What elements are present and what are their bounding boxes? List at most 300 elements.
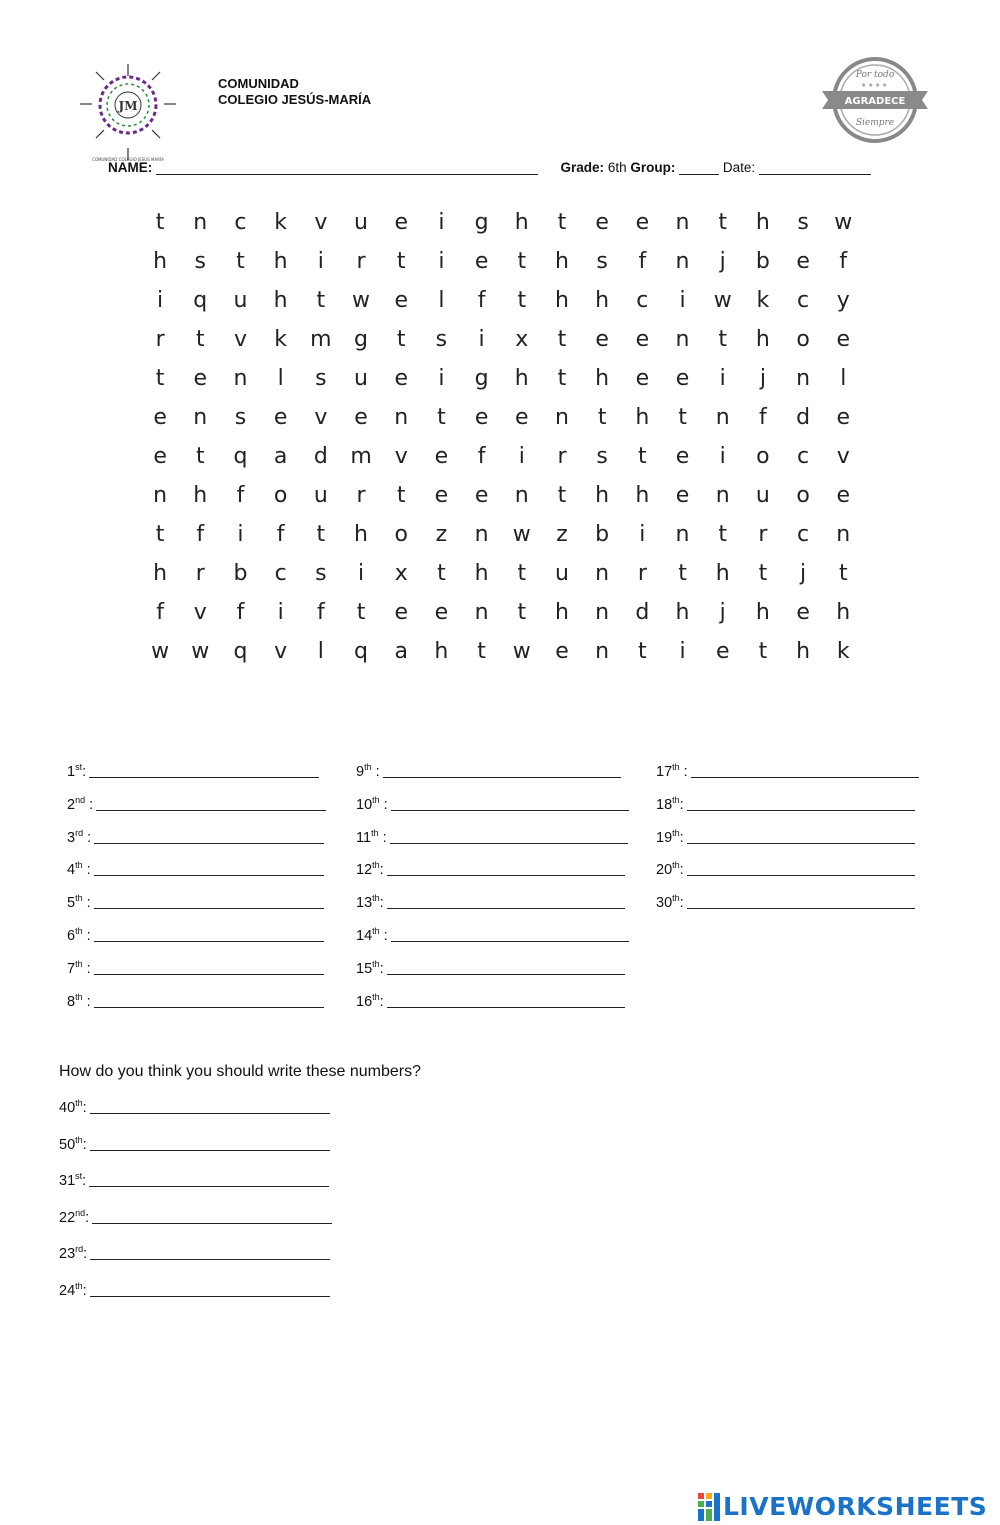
grid-letter[interactable]: g (474, 210, 489, 235)
ordinal-suffix: th (672, 860, 680, 871)
grid-letter[interactable]: w (352, 288, 371, 313)
grid-letter[interactable]: e (354, 405, 368, 430)
grid-letter[interactable]: x (515, 327, 529, 352)
grid-letter[interactable]: i (438, 249, 445, 274)
grid-letter[interactable]: i (438, 366, 445, 391)
grid-letter[interactable]: e (153, 444, 167, 469)
grid-letter[interactable]: n (595, 561, 610, 586)
ordinal-number: 11 (356, 829, 372, 846)
grid-letter[interactable]: v (193, 600, 207, 625)
brand-text: LIVEWORKSHEETS (723, 1492, 988, 1521)
grid-letter[interactable]: e (836, 405, 851, 430)
grid-letter[interactable]: c (797, 444, 810, 469)
grid-letter[interactable]: e (635, 210, 650, 235)
grid-letter[interactable]: f (196, 522, 205, 547)
name-field[interactable] (156, 160, 538, 175)
grid-letter[interactable]: i (317, 249, 324, 274)
answer-input-line[interactable] (92, 1209, 332, 1224)
school-logo-icon (78, 62, 178, 162)
grid-letter[interactable]: n (595, 600, 610, 625)
grid-letter[interactable]: h (595, 288, 610, 313)
grid-letter[interactable]: n (796, 366, 811, 391)
grid-letter[interactable]: o (756, 444, 770, 469)
grid-letter[interactable]: b (233, 561, 248, 586)
grid-letter[interactable]: x (394, 561, 408, 586)
answer-input-line[interactable] (89, 1172, 329, 1187)
grid-letter[interactable]: r (356, 249, 366, 274)
grid-letter[interactable]: t (396, 327, 406, 352)
grid-letter[interactable]: e (434, 444, 449, 469)
grid-letter[interactable]: r (356, 483, 366, 508)
grid-letter[interactable]: s (234, 405, 247, 430)
grid-letter[interactable]: f (316, 600, 325, 625)
grid-letter[interactable]: e (394, 210, 408, 235)
grid-letter[interactable]: n (675, 249, 690, 274)
ordinal-number: 18 (656, 796, 673, 813)
grid-letter[interactable]: i (719, 366, 726, 391)
grid-letter[interactable]: i (518, 444, 525, 469)
grid-letter[interactable]: v (314, 210, 328, 235)
grid-letter[interactable]: l (277, 366, 284, 391)
grid-letter[interactable]: h (715, 561, 730, 586)
question-text: How do you think you should write these numbers? (59, 1063, 421, 1080)
grid-letter[interactable]: s (194, 249, 207, 274)
answer-input-line[interactable] (94, 993, 324, 1008)
answer-input-line[interactable] (390, 829, 628, 844)
grid-letter[interactable]: l (317, 639, 324, 664)
grid-letter[interactable]: e (836, 483, 851, 508)
grid-letter[interactable]: n (514, 483, 529, 508)
grid-letter[interactable]: i (157, 288, 164, 313)
grid-letter[interactable]: h (635, 483, 650, 508)
grid-letter[interactable]: n (715, 405, 730, 430)
ordinal-suffix: th (672, 827, 680, 838)
date-label: Date: (722, 160, 756, 175)
grid-letter[interactable]: e (595, 210, 609, 235)
grid-letter[interactable]: f (477, 444, 486, 469)
answer-input-line[interactable] (94, 861, 324, 876)
grid-letter[interactable]: t (155, 366, 165, 391)
answer-input-line[interactable] (90, 1282, 330, 1297)
grid-letter[interactable]: c (797, 522, 810, 547)
grid-letter[interactable]: t (155, 210, 165, 235)
grid-letter[interactable]: t (517, 288, 527, 313)
agradece-badge-icon (820, 55, 930, 145)
grid-letter[interactable]: c (636, 288, 649, 313)
grid-letter[interactable]: w (151, 639, 170, 664)
grid-letter[interactable]: c (797, 288, 810, 313)
grid-letter[interactable]: e (635, 327, 650, 352)
grid-letter[interactable]: f (759, 405, 767, 430)
grid-letter[interactable]: e (635, 366, 650, 391)
group-field[interactable] (679, 160, 719, 175)
grid-letter[interactable]: t (678, 561, 687, 586)
grid-letter[interactable]: s (435, 327, 448, 352)
answer-input-line[interactable] (387, 960, 625, 975)
grid-letter[interactable]: e (555, 639, 569, 664)
grid-letter[interactable]: t (356, 600, 366, 625)
answer-item (59, 1098, 330, 1118)
grid-letter[interactable]: h (554, 249, 569, 274)
grid-row (140, 593, 863, 632)
grid-letter[interactable]: f (638, 249, 647, 274)
grid-row (140, 398, 863, 437)
svg-text:★: ★ (861, 82, 867, 89)
grid-letter[interactable]: i (237, 522, 244, 547)
ordinal-number: 14 (356, 928, 373, 944)
grid-letter[interactable]: i (277, 600, 284, 625)
grid-letter[interactable]: h (595, 366, 610, 391)
grid-letter[interactable]: d (796, 405, 811, 430)
grid-letter[interactable]: e (675, 444, 690, 469)
grid-letter[interactable]: e (434, 483, 449, 508)
school-line-1: COMUNIDAD (218, 76, 299, 91)
grid-letter[interactable]: s (596, 249, 608, 274)
grid-letter[interactable]: t (437, 405, 446, 430)
grid-letter[interactable]: t (557, 210, 567, 235)
grid-letter[interactable]: n (595, 639, 610, 664)
grid-letter[interactable]: u (554, 561, 569, 586)
ordinal-number: 16 (356, 993, 373, 1010)
grid-letter[interactable]: t (316, 288, 326, 313)
grid-letter[interactable]: t (638, 639, 647, 664)
answer-input-line[interactable] (387, 993, 625, 1008)
answer-input-line[interactable] (387, 894, 625, 909)
grid-letter[interactable]: h (635, 405, 650, 430)
grid-letter[interactable]: t (718, 210, 728, 235)
grid-letter[interactable]: t (195, 444, 205, 469)
answer-item (356, 762, 621, 782)
grid-letter[interactable]: f (276, 522, 285, 547)
answer-input-line[interactable] (691, 763, 919, 778)
grid-letter[interactable]: e (394, 600, 408, 625)
grid-letter[interactable]: v (394, 444, 408, 469)
grid-letter[interactable]: h (796, 639, 811, 664)
answer-input-line[interactable] (94, 829, 324, 844)
grid-letter[interactable]: t (597, 405, 607, 430)
grid-letter[interactable]: h (554, 600, 569, 625)
answer-item (356, 893, 625, 913)
grid-letter[interactable]: t (517, 249, 527, 274)
grid-letter[interactable]: w (713, 288, 732, 313)
grid-letter[interactable]: e (595, 327, 609, 352)
grid-letter[interactable]: u (354, 210, 368, 235)
grid-letter[interactable]: e (675, 483, 690, 508)
grid-letter[interactable]: t (718, 327, 728, 352)
date-field[interactable] (759, 160, 871, 175)
ordinal-separator: : (85, 1209, 90, 1226)
grid-letter[interactable]: e (474, 249, 489, 274)
ordinal-separator: : (82, 764, 87, 780)
answer-input-line[interactable] (383, 763, 621, 778)
grid-letter[interactable]: r (758, 522, 768, 547)
grid-letter[interactable]: u (233, 288, 248, 313)
grid-letter[interactable]: n (233, 366, 248, 391)
answer-item (67, 959, 324, 979)
grid-letter[interactable]: w (191, 639, 210, 664)
grid-letter[interactable]: t (477, 639, 486, 664)
ordinal-separator: : (83, 829, 92, 846)
grid-letter[interactable]: q (193, 288, 208, 313)
grid-letter[interactable]: n (554, 405, 569, 430)
grid-letter[interactable]: z (435, 522, 448, 547)
grid-letter[interactable]: h (755, 327, 770, 352)
grid-letter[interactable]: q (233, 444, 248, 469)
ordinal-suffix: th (372, 991, 380, 1002)
answer-input-line[interactable] (94, 894, 324, 909)
ordinal-number: 22 (59, 1209, 76, 1226)
grid-letter[interactable]: h (434, 639, 449, 664)
grid-letter[interactable]: q (354, 639, 369, 664)
grid-letter[interactable]: h (273, 288, 288, 313)
grid-letter[interactable]: n (193, 210, 208, 235)
ordinal-suffix: th (372, 958, 380, 969)
grid-letter[interactable]: z (556, 522, 568, 547)
grid-letter[interactable]: h (675, 600, 690, 625)
grid-letter[interactable]: y (836, 288, 850, 313)
grid-letter[interactable]: e (394, 288, 408, 313)
grid-letter[interactable]: o (273, 483, 288, 508)
grid-letter[interactable]: h (474, 561, 489, 586)
answer-input-line[interactable] (94, 927, 324, 942)
grid-letter[interactable]: b (755, 249, 770, 274)
grid-letter[interactable]: v (233, 327, 247, 352)
grid-letter[interactable]: h (595, 483, 610, 508)
ordinal-number: 2 (67, 796, 76, 813)
ordinal-suffix: rd (75, 827, 84, 838)
grid-letter[interactable]: h (153, 561, 168, 586)
grid-letter[interactable]: h (755, 600, 770, 625)
grid-letter[interactable]: k (836, 639, 850, 664)
answer-input-line[interactable] (90, 1245, 330, 1260)
answer-input-line[interactable] (687, 796, 915, 811)
grid-letter[interactable]: q (233, 639, 248, 664)
grid-letter[interactable]: b (595, 522, 610, 547)
grid-letter[interactable]: v (314, 405, 328, 430)
grid-letter[interactable]: n (394, 405, 409, 430)
grid-letter[interactable]: t (758, 639, 768, 664)
grid-letter[interactable]: t (758, 561, 768, 586)
grid-letter[interactable]: l (840, 366, 847, 391)
grid-letter[interactable]: e (193, 366, 208, 391)
answer-input-line[interactable] (96, 796, 326, 811)
grid-letter[interactable]: u (354, 366, 368, 391)
grid-letter[interactable]: o (796, 483, 810, 508)
answer-input-line[interactable] (89, 763, 319, 778)
answer-input-line[interactable] (94, 960, 324, 975)
grid-letter[interactable]: o (394, 522, 408, 547)
grid-letter[interactable]: l (438, 288, 445, 313)
grid-letter[interactable]: t (557, 483, 567, 508)
ordinal-separator: : (379, 862, 384, 879)
grid-row (140, 242, 863, 281)
grid-letter[interactable]: s (315, 561, 327, 586)
grade-value: 6th (607, 160, 627, 175)
grid-letter[interactable]: n (474, 600, 489, 625)
ordinal-suffix: th (75, 1098, 83, 1108)
answer-item (67, 762, 319, 782)
grid-letter[interactable]: h (354, 522, 368, 547)
grid-letter[interactable]: i (357, 561, 365, 586)
ordinal-number: 40 (59, 1100, 76, 1116)
answer-input-line[interactable] (90, 1136, 330, 1151)
school-name (218, 76, 371, 108)
answer-input-line[interactable] (687, 894, 915, 909)
grid-letter[interactable]: c (234, 210, 247, 235)
grid-letter[interactable]: n (474, 522, 489, 547)
grid-letter[interactable]: t (557, 327, 567, 352)
grid-letter[interactable]: n (836, 522, 851, 547)
grid-letter[interactable]: n (193, 405, 208, 430)
grid-letter[interactable]: e (796, 600, 810, 625)
answer-input-line[interactable] (90, 1099, 330, 1114)
ordinal-separator: : (82, 895, 91, 912)
grid-letter[interactable]: h (193, 483, 208, 508)
grid-letter[interactable]: u (755, 483, 770, 508)
grid-letter[interactable]: t (396, 483, 406, 508)
grid-letter[interactable]: e (515, 405, 529, 430)
grid-letter[interactable]: m (350, 444, 372, 469)
answer-input-line[interactable] (387, 861, 625, 876)
grid-row (140, 476, 863, 515)
ordinal-separator: : (379, 796, 388, 813)
grid-letter[interactable]: h (755, 210, 770, 235)
ordinal-separator: : (82, 1100, 87, 1116)
grid-letter[interactable]: n (153, 483, 168, 508)
grid-letter[interactable]: k (756, 288, 770, 313)
grid-letter[interactable]: t (838, 561, 848, 586)
grid-letter[interactable]: h (514, 210, 529, 235)
grid-letter[interactable]: s (315, 366, 327, 391)
grid-letter[interactable]: t (638, 444, 647, 469)
grid-letter[interactable]: i (639, 522, 646, 547)
grid-letter[interactable]: n (675, 210, 690, 235)
grid-letter[interactable]: n (715, 483, 730, 508)
ordinal-suffix: nd (75, 1207, 86, 1218)
grid-letter[interactable]: a (394, 639, 408, 664)
grid-letter[interactable]: e (675, 366, 690, 391)
answer-input-line[interactable] (391, 927, 629, 942)
grid-letter[interactable]: f (839, 249, 848, 274)
answer-item (59, 1208, 332, 1228)
grid-letter[interactable]: j (719, 600, 726, 625)
grid-letter[interactable]: a (273, 444, 288, 469)
ordinal-separator: : (82, 1136, 87, 1153)
grid-letter[interactable]: o (796, 327, 810, 352)
grid-letter[interactable]: e (836, 327, 851, 352)
grid-letter[interactable]: c (274, 561, 287, 586)
grid-letter[interactable]: t (718, 522, 728, 547)
grid-letter[interactable]: f (236, 483, 245, 508)
answer-item (67, 893, 324, 913)
grid-letter[interactable]: f (236, 600, 245, 625)
grid-letter[interactable]: n (675, 327, 690, 352)
ordinal-number: 13 (356, 895, 373, 912)
grid-letter[interactable]: g (354, 327, 369, 352)
ordinal-number: 6 (67, 928, 76, 944)
answer-item (356, 795, 629, 815)
grid-letter[interactable]: j (800, 561, 807, 586)
answer-item (356, 860, 625, 880)
grid-letter[interactable]: t (396, 249, 406, 274)
grid-letter[interactable]: i (679, 639, 686, 664)
ordinal-separator: : (82, 960, 91, 977)
grid-letter[interactable]: v (274, 639, 288, 664)
grid-letter[interactable]: e (474, 483, 489, 508)
grid-letter[interactable]: w (834, 210, 853, 235)
grid-letter[interactable]: e (394, 366, 408, 391)
grid-letter[interactable]: i (679, 288, 686, 313)
grid-letter[interactable]: h (836, 600, 851, 625)
grid-letter[interactable]: r (637, 561, 647, 586)
grid-letter[interactable]: t (195, 327, 205, 352)
ordinal-number: 1 (67, 764, 76, 780)
grid-letter[interactable]: r (195, 561, 205, 586)
ordinal-separator: : (378, 829, 387, 846)
grid-letter[interactable]: f (477, 288, 486, 313)
grid-letter[interactable]: t (557, 366, 567, 391)
grid-letter[interactable]: i (719, 444, 726, 469)
grid-letter[interactable]: r (155, 327, 165, 352)
grid-letter[interactable]: t (437, 561, 446, 586)
grid-letter[interactable]: i (438, 210, 445, 235)
grid-letter[interactable]: d (313, 444, 328, 469)
grid-letter[interactable]: s (797, 210, 809, 235)
grid-letter[interactable]: t (517, 600, 527, 625)
grid-letter[interactable]: e (153, 405, 167, 430)
grid-letter[interactable]: m (310, 327, 332, 352)
grid-letter[interactable]: e (715, 639, 730, 664)
grid-letter[interactable]: k (274, 327, 288, 352)
ordinal-separator: : (679, 895, 684, 912)
grid-letter[interactable]: h (554, 288, 569, 313)
grid-letter[interactable]: v (836, 444, 850, 469)
grid-letter[interactable]: i (478, 327, 485, 352)
grid-letter[interactable]: t (155, 522, 165, 547)
grid-letter[interactable]: t (316, 522, 326, 547)
grid-letter[interactable]: e (273, 405, 288, 430)
grid-letter[interactable]: r (557, 444, 567, 469)
grid-letter[interactable]: k (274, 210, 288, 235)
grid-letter[interactable]: j (759, 366, 766, 391)
answer-input-line[interactable] (687, 829, 915, 844)
grid-letter[interactable]: h (514, 366, 529, 391)
grid-letter[interactable]: w (512, 522, 531, 547)
ordinal-number: 5 (67, 895, 76, 912)
grid-letter[interactable]: e (474, 405, 489, 430)
grid-letter[interactable]: u (313, 483, 328, 508)
grid-letter[interactable]: h (273, 249, 288, 274)
grid-letter[interactable]: j (719, 249, 726, 274)
answer-input-line[interactable] (391, 796, 629, 811)
grid-letter[interactable]: e (434, 600, 449, 625)
grid-letter[interactable]: t (236, 249, 245, 274)
grid-letter[interactable]: w (512, 639, 531, 664)
grid-letter[interactable]: t (678, 405, 687, 430)
answer-input-line[interactable] (687, 861, 915, 876)
grid-letter[interactable]: d (635, 600, 650, 625)
grid-letter[interactable]: t (517, 561, 527, 586)
grid-letter[interactable]: s (596, 444, 608, 469)
grid-letter[interactable]: g (474, 366, 489, 391)
ordinal-number: 9 (356, 764, 365, 780)
answer-item (67, 828, 324, 848)
grid-letter[interactable]: e (796, 249, 810, 274)
answer-item (67, 992, 324, 1012)
grid-letter[interactable]: h (153, 249, 168, 274)
grid-letter[interactable]: n (675, 522, 690, 547)
grid-letter[interactable]: f (156, 600, 164, 625)
